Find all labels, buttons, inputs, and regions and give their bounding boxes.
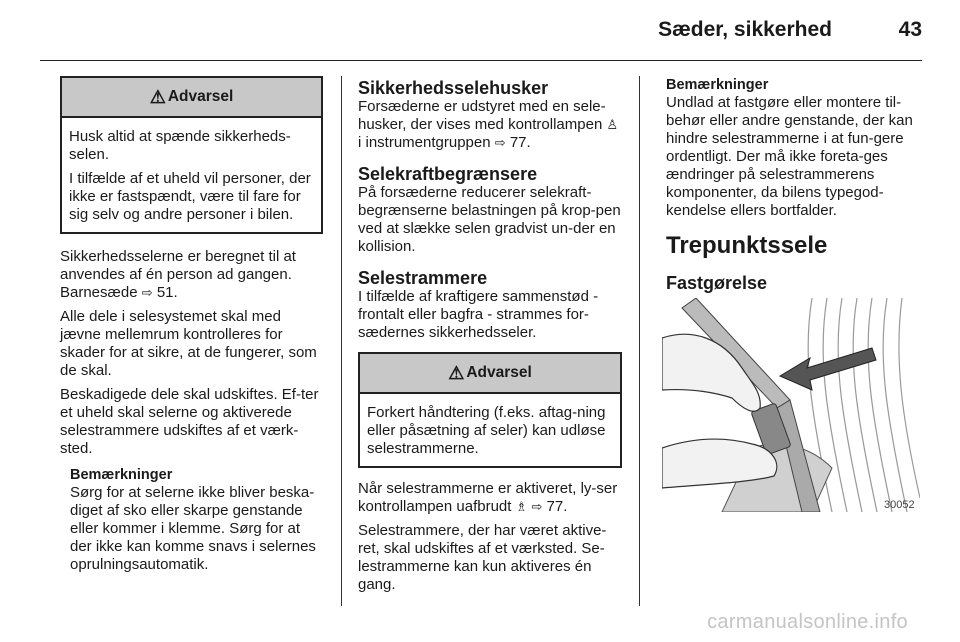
section-heading: Selestrammere — [358, 268, 488, 288]
seatbelt-fastening-illustration — [662, 298, 920, 512]
paragraph-text: i instrumentgruppen — [358, 134, 491, 151]
warning-body — [62, 118, 321, 232]
column-2 — [358, 76, 622, 600]
warning-box — [60, 76, 323, 234]
reference-text: Barnesæde — [60, 284, 138, 301]
section-heading: Selekraftbegrænsere — [358, 164, 538, 184]
paragraph: Alle dele i selesystemet skal med jævne mellemrum kontrolleres for skader for at sikre, at de fungerer, som de skal. — [60, 308, 317, 379]
paragraph — [60, 248, 323, 302]
paragraph: I tilfælde af kraftigere sammenstød - frontalt eller bagfra - strammes for-sædernes sikkerhedsseler. — [358, 288, 599, 341]
warning-header — [62, 78, 321, 118]
seatbelt-reminder-icon: ♙ — [606, 117, 619, 132]
warning-text: Forkert håndtering (f.eks. aftag-ning eller påsætning af seler) kan udløse selestrammerne. — [367, 404, 606, 457]
paragraph: På forsæderne reducerer selekraft-begrænserne belastningen på krop-pen ved at slække selen gradvist un-der en kollision. — [358, 184, 621, 255]
note-title: Bemærkninger — [70, 467, 173, 483]
paragraph: Selestrammere, der har været aktive-ret, skal udskiftes af et værksted. Se-lestrammerne kan kun aktiveres én gang. — [358, 522, 607, 593]
note-box — [60, 466, 323, 574]
page-reference-arrow-icon: ⇨ — [531, 499, 543, 514]
page-reference-arrow-icon: ⇨ — [141, 285, 153, 300]
paragraph — [358, 98, 622, 152]
section-heading: Sikkerhedsselehusker — [358, 78, 549, 98]
header-rule — [40, 60, 922, 61]
page-header-title: Sæder, sikkerhed — [658, 18, 832, 41]
warning-text-2: I tilfælde af et uheld vil personer, der ikke er fastspændt, være til fare for sig selv og andre personer i bilen. — [69, 170, 311, 223]
sub-heading: Fastgørelse — [666, 273, 768, 293]
warning-text-1: Husk altid at spænde sikkerheds-selen. — [69, 128, 291, 163]
reference-page: 51. — [156, 284, 178, 301]
paragraph — [358, 480, 622, 516]
column-divider-2 — [639, 76, 640, 606]
figure-number: 30052 — [884, 499, 915, 511]
paragraph-text: Sikkerhedsselerne er beregnet til at anvendes af én person ad gangen. — [60, 248, 296, 283]
note-title: Bemærkninger — [666, 77, 769, 93]
warning-body — [360, 394, 620, 466]
note-text: Sørg for at selerne ikke bliver beska-diget af sko eller skarpe genstande eller kommer i klemme. Sørg for at der ikke kan komme snavs i selernes oprulningsautomatik. — [70, 484, 316, 573]
paragraph-text: Forsæderne er udstyret med en sele-husker, der vises med kontrollampen — [358, 98, 606, 133]
warning-triangle-icon: ⚠ — [448, 363, 465, 383]
page-number: 43 — [898, 18, 922, 41]
note-text: Undlad at fastgøre eller montere til-behør eller andre genstande, der kan hindre selestrammerne i at fun-gere ordentligt. Der må ikke foreta-ges ændringer på selestrammerens komponenter, da bilens typegod-kendelse ellers bortfalder. — [666, 94, 913, 219]
column-1 — [60, 76, 323, 580]
paragraph-text: Når selestrammerne er aktiveret, ly-ser kontrollampen uafbrudt — [358, 480, 618, 515]
seatbelt-illustration-svg — [662, 298, 920, 512]
paragraph: Beskadigede dele skal udskiftes. Ef-ter et uheld skal selerne og aktiverede selestrammere udskiftes af et værk-sted. — [60, 386, 319, 457]
warning-header — [360, 354, 620, 394]
watermark: carmanualsonline.info — [707, 611, 908, 633]
warning-box — [358, 352, 622, 468]
reference-page: 77. — [509, 134, 531, 151]
warning-triangle-icon: ⚠ — [149, 87, 166, 107]
page-reference-arrow-icon: ⇨ — [494, 135, 506, 150]
airbag-pretensioner-icon: ♗ — [515, 499, 528, 514]
column-divider-1 — [341, 76, 342, 606]
column-3 — [666, 76, 928, 294]
reference-page: 77. — [546, 498, 568, 515]
warning-title: Advarsel — [167, 88, 234, 105]
warning-title: Advarsel — [466, 364, 532, 381]
chapter-heading: Trepunktssele — [666, 232, 828, 259]
